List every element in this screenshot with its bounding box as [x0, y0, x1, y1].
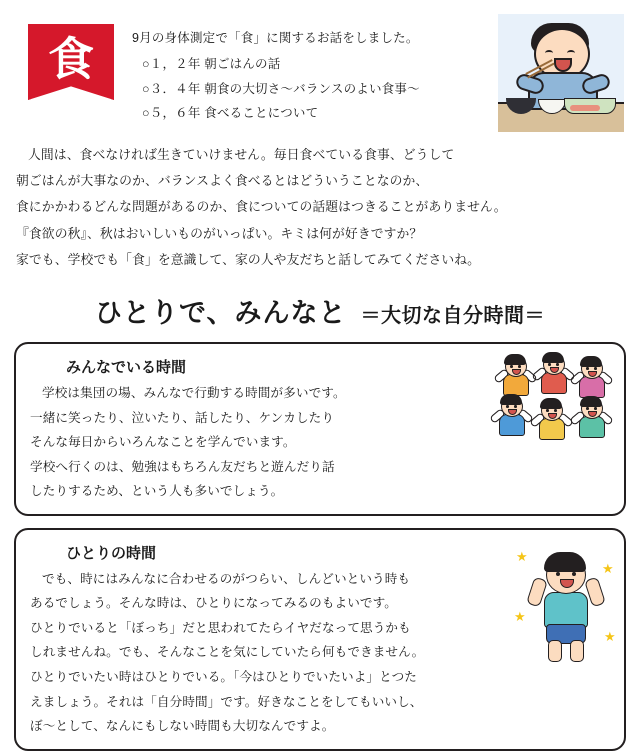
fish-icon [570, 105, 600, 111]
child-figure [536, 354, 570, 394]
eye-left-shape [506, 405, 509, 408]
torso-shape [499, 414, 525, 436]
grade-row [132, 52, 492, 76]
eye-right-shape [572, 572, 576, 576]
hair-shape [580, 356, 602, 367]
child-figure [534, 400, 568, 440]
intro-line: 朝ごはんが大事なのか、バランスよく食べるとはどういうことなのか、 [16, 173, 429, 189]
headline-main-text: ひとりで、みんなと [95, 298, 347, 330]
panel-line: 学校へ行くのは、勉強はもちろん友だちと遊んだり話 [30, 459, 335, 474]
eye-right-shape [514, 405, 517, 408]
star-icon: ★ [602, 560, 614, 576]
grade-number: ○１，２年 [142, 57, 201, 72]
grade-title: 朝ごはんの話 [204, 57, 281, 72]
panel-line: ぼ〜として、なんにもしない時間も大切なんですよ。 [30, 719, 335, 734]
eye-right-shape [594, 407, 597, 410]
panel-line: えましょう。それは「自分時間」です。好きなことをしてもいいし、 [30, 694, 423, 709]
intro-line: 人間は、食べなければ生きていけません。毎日食べている食事、どうして [28, 147, 455, 162]
panel-line: 学校は集団の場、みんなで行動する時間が多いです。 [42, 386, 346, 401]
logo-kanji: 食 [48, 32, 94, 86]
intro-paragraph [16, 142, 624, 273]
grade-number: ○３．４年 [142, 81, 201, 96]
shoku-logo [28, 24, 114, 100]
header-section [0, 0, 640, 132]
panel-line: ひとりでいると「ぼっち」だと思われてたらイヤだなって思うかも [30, 620, 411, 635]
hair-shape [580, 396, 602, 407]
star-icon: ★ [516, 548, 528, 564]
grade-title: 食べることについて [204, 106, 319, 121]
child-figure [498, 356, 532, 396]
panel-title: みんなでいる時間 [66, 358, 187, 377]
hair-shape [544, 552, 586, 572]
grade-title: 朝食の大切さ〜バランスのよい食事〜 [204, 81, 420, 96]
panel-alone-time [14, 528, 626, 751]
boy-eating-meal-icon [498, 14, 624, 132]
grade-row [132, 77, 492, 101]
panel-line: あるでしょう。そんな時は、ひとりになってみるのもよいです。 [30, 596, 397, 611]
header-lead: 9月の身体測定で「食」に関するお話をしました。 [132, 31, 419, 45]
intro-line: 『食欲の秋』、秋はおいしいものがいっぱい。キミは何が好きですか？ [16, 225, 423, 241]
torso-shape [579, 376, 605, 398]
eye-left-shape [546, 409, 549, 412]
hair-shape [500, 394, 522, 405]
panel-line: ひとりでいたい時はひとりでいる。「今はひとりでいたいよ」とつた [30, 670, 417, 685]
leg-left-shape [548, 640, 562, 662]
hair-shape [540, 398, 562, 409]
eye-left-shape [586, 367, 589, 370]
main-headline [0, 291, 640, 330]
leg-right-shape [570, 640, 584, 662]
eye-left-shape [510, 365, 513, 368]
hair-shape [542, 352, 564, 363]
eye-left-shape [556, 572, 560, 576]
eye-left-shape [548, 363, 551, 366]
eye-right-shape [556, 363, 559, 366]
grade-number: ○５，６年 [142, 106, 201, 121]
group-of-children-icon [494, 354, 616, 458]
eye-right-shape [567, 50, 575, 56]
panel-line: しれませんね。でも、そんなことを気にしていたら何もできません。 [30, 645, 425, 660]
panel-line: でも、時にはみんなに合わせるのがつらい、しんどいという時も [42, 571, 411, 586]
panel-group-time [14, 342, 626, 516]
eye-right-shape [518, 365, 521, 368]
panel-line: そんな毎日からいろんなことを学んでいます。 [30, 435, 296, 450]
torso-shape [579, 416, 605, 438]
child-figure [574, 398, 608, 438]
torso-shape [544, 592, 588, 628]
header-text [114, 12, 492, 126]
grade-row [132, 101, 492, 125]
eye-left-shape [545, 50, 553, 56]
intro-line: 家でも、学校でも「食」を意識して、家の人や友だちと話してみてくださいね。 [16, 251, 481, 267]
star-icon: ★ [604, 628, 616, 644]
child-figure [574, 358, 608, 398]
torso-shape [503, 374, 529, 396]
eye-left-shape [586, 407, 589, 410]
panel-title: ひとりの時間 [66, 543, 157, 562]
eye-right-shape [554, 409, 557, 412]
panel-line: したりするため、という人も多いでしょう。 [30, 484, 284, 499]
torso-shape [541, 372, 567, 394]
child-figure [494, 396, 528, 436]
torso-shape [539, 418, 565, 440]
headline-sub-text: ＝大切な自分時間＝ [360, 303, 545, 328]
panel-line: 一緒に笑ったり、泣いたり、話したり、ケンカしたり [30, 410, 335, 425]
eye-right-shape [594, 367, 597, 370]
boy-stretching-icon [514, 544, 618, 672]
hair-shape [504, 354, 526, 365]
intro-line: 食にかかわるどんな問題があるのか、食についての話題はつきることがありません。 [16, 199, 507, 215]
star-icon: ★ [514, 608, 526, 624]
